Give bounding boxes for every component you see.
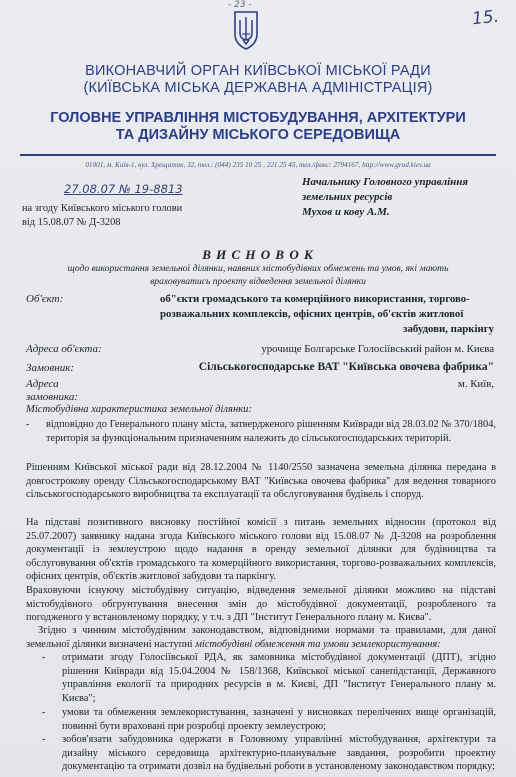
header-divider: [20, 154, 496, 156]
document-title: В И С Н О В О К: [202, 247, 314, 262]
addressee-line3: Мухов и кову А.М.: [302, 206, 390, 218]
page-mark: - 23 -: [228, 0, 252, 10]
customer-value: Сільськогосподарське ВАТ "Київська овочева фабрика": [198, 361, 494, 373]
list-item-genplan: - відповідно до Генерального плану міста, затвердженого рішенням Київради від 28.03.02 № 370/1804, територія за функціональним призначенням належить до сільськогосподарських територій.: [26, 419, 496, 444]
list-item-restriction-1: - отримати згоду Голосіївської РДА, як замовника містобудівної документації (ДПТ), згідно рішення Київради від 15.04.2004 № 158/1368, Київської міської санепідстанції, Державного управління екології та природних ресурсів в м. Києві, ДП "Інститут Генерального плану м. Києва";: [42, 652, 496, 704]
paragraph-commission: На підставі позитивного висновку постійної комісії з питань земельних відносин (протокол від 25.07.2007) заявнику надана згода Київського міського голови від 15.08.07 № Д-3208 на розроблення документації із землеустрою щодо надання в оренду земельної ділянки для будівництва та обслуговування об'єктів громадського та комерційного використання, торгово-розважальних комплексів, офісних центрів, об'єктів житлової забудови та паркінгу.: [26, 517, 496, 583]
object-label: Об'єкт:: [26, 293, 64, 305]
page-number-handwritten: 15.: [471, 6, 501, 30]
paragraph-legislation: [26, 624, 496, 651]
object-value-line1: об"єкти громадського та комерційного використання, торгово-: [160, 293, 470, 305]
addressee-line2: земельних ресурсів: [302, 191, 393, 203]
object-value-line2: розважальних комплексів, офісних центрів, об'єктів житлової: [160, 308, 464, 320]
customer-label: Замовник:: [26, 362, 75, 374]
document-subtitle-line1: щодо використання земельної ділянки, наявних містобудівних обмежень та умов, які мають: [67, 263, 449, 274]
org-name-line2: (КИЇВСЬКА МІСЬКА ДЕРЖАВНА АДМІНІСТРАЦІЯ): [83, 80, 433, 96]
restriction-3-text: зобов'язати забудовника одержати в Головному управлінні містобудування, архітектури та дизайну міського середовища архітектурно-планувальне завдання, розробити проектну документацію та отримати дозвіл на будівельні роботи в установленому законодавством порядку;: [62, 734, 496, 773]
restriction-2-text: умови та обмеження землекористування, зазначені у висновках перелічених вище організацій, повинні бути враховані при розробці проекту землеустрою;: [62, 707, 496, 732]
object-value-line3: забудови, паркінгу: [403, 323, 494, 335]
genplan-text: відповідно до Генерального плану міста, затвердженого рішенням Київради від 28.03.02 № 370/1804, територія за функціональним призначенням належить до сільськогосподарських територій.: [46, 419, 496, 444]
section-heading: Містобудівна характеристика земельної ділянки:: [26, 404, 252, 415]
paragraph-situation: Враховуючи існуючу містобудівну ситуацію, відведення земельної ділянки можливо на підставі містобудівного обгрунтування внесення змін до містобудівної документації, розробленого та погодженого у встановленому порядку, у т.ч. з ДП "Інститут Генерального плану м. Києва".: [26, 585, 496, 624]
paragraph-lease: Рішенням Київської міської ради від 28.12.2004 № 1140/2550 зазначена земельна ділянка передана в довгострокову оренду Сільськогосподарському ВАТ "Київська овочева фабрика" для ведення товарного сільськогосподарського виробництва та експлуатації та обслуговування будівель і споруд.: [26, 462, 496, 501]
restriction-1-text: отримати згоду Голосіївської РДА, як замовника містобудівної документації (ДПТ), згідно рішення Київради від 15.04.2004 № 158/1368, Київської міської санепідстанції, Державного управління екології та природних ресурсів в м. Києві, ДП "Інститут Генерального плану м. Києва";: [62, 652, 496, 704]
org-name-line1: ВИКОНАВЧИЙ ОРГАН КИЇВСЬКОЇ МІСЬКОЇ РАДИ: [85, 63, 431, 79]
consent-reference-line2: від 15.08.07 № Д-3208: [22, 217, 121, 228]
object-address-value: урочище Болгарське Голосіївський район м. Києва: [261, 343, 494, 355]
department-name-line2: ТА ДИЗАЙНУ МІСЬКОГО СЕРЕДОВИЩА: [115, 127, 401, 143]
consent-reference-line1: на згоду Київського міського голови: [22, 203, 183, 214]
department-name-line1: ГОЛОВНЕ УПРАВЛІННЯ МІСТОБУДУВАННЯ, АРХІТЕКТУРИ: [50, 110, 466, 126]
document-subtitle-line2: враховуватись проекту відведення земельної ділянки: [150, 276, 366, 287]
header-address: 01001, м. Київ-1, вул. Хрещатик, 32, тел.: (044) 235 10 25 , 221 25 45, тел./факс: 2794167, http://www.grad.kiev.ua: [85, 161, 431, 169]
addressee-line1: Начальнику Головного управління: [302, 176, 469, 188]
customer-address-value: м. Київ,: [457, 378, 494, 390]
customer-address-label-line2: замовника:: [26, 391, 79, 403]
legislation-text: Згідно з чинним містобудівним законодавством, відповідними нормами та правилами, для даної земельної ділянки визначені наступні: [26, 625, 496, 650]
trident-emblem-icon: [233, 10, 259, 50]
registration-number: 27.08.07 № 19-8813: [64, 182, 183, 196]
customer-address-label-line1: Адреса: [26, 378, 59, 390]
list-item-restriction-2: - умови та обмеження землекористування, зазначені у висновках перелічених вище організацій, повинні бути враховані при розробці проекту землеустрою;: [42, 707, 496, 732]
list-item-restriction-3: - зобов'язати забудовника одержати в Головному управлінні містобудування, архітектури та дизайну міського середовища архітектурно-планувальне завдання, розробити проектну документацію та отримати дозвіл на будівельні роботи в установленому законодавством порядку;: [42, 734, 496, 773]
legislation-restrictions-heading: містобудівні обмеження та умови землекористування:: [195, 638, 441, 650]
object-address-label: Адреса об'єкта:: [26, 343, 102, 355]
